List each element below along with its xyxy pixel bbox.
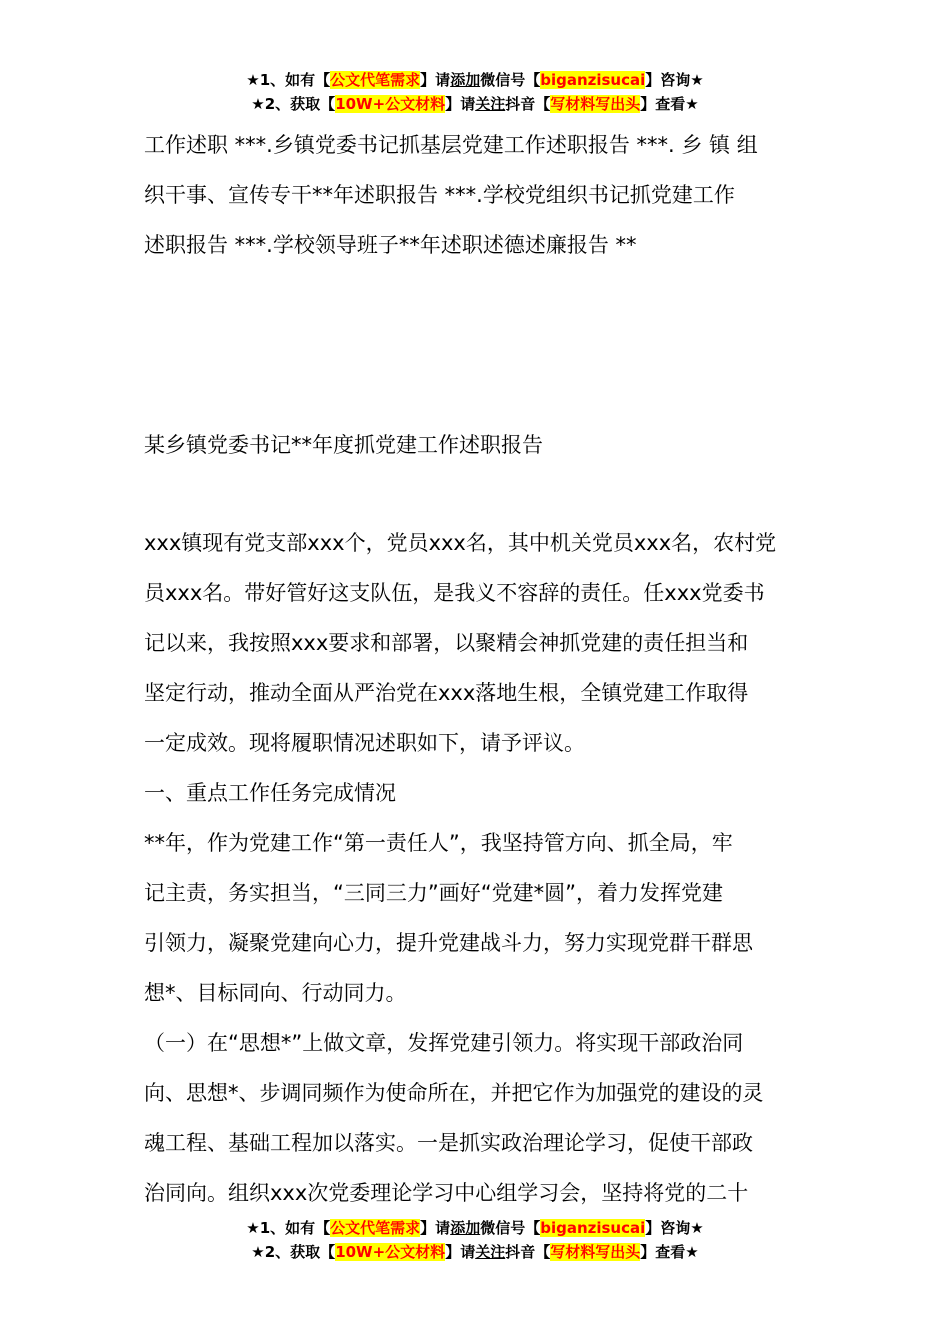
- banner-highlight: 10W+公文材料: [335, 95, 446, 113]
- douyin-id-highlight: 写材料写出头: [550, 1243, 641, 1261]
- intro-line: 织干事、宣传专干**年述职报告 ***.学校党组织书记抓党建工作: [144, 183, 735, 207]
- body-line: 员xxx名。带好管好这支队伍，是我义不容辞的责任。任xxx党委书: [144, 581, 765, 605]
- banner-line-2: [0, 92, 950, 116]
- body-line: 坚定行动，推动全面从严治党在xxx落地生根，全镇党建工作取得: [144, 681, 749, 705]
- banner-highlight: 10W+公文材料: [335, 1243, 446, 1261]
- banner-text: 抖音【: [505, 1243, 551, 1261]
- banner-text: 】查看★: [640, 1243, 699, 1261]
- banner-line-1: [0, 1216, 950, 1240]
- banner-text: 】请: [420, 71, 451, 89]
- body-line: 向、思想*、步调同频作为使命所在，并把它作为加强党的建设的灵: [144, 1081, 764, 1105]
- douyin-id-highlight: 写材料写出头: [550, 95, 641, 113]
- banner-highlight: 公文代笔需求: [330, 1219, 421, 1237]
- banner-underline: 添加: [450, 71, 481, 89]
- banner-underline: 关注: [475, 95, 506, 113]
- wechat-id-highlight: biganzisucai: [540, 71, 646, 89]
- intro-line: 工作述职 ***.乡镇党委书记抓基层党建工作述职报告 ***. 乡 镇 组: [144, 133, 758, 157]
- banner-text: ★2、获取【: [251, 1243, 336, 1261]
- document-title: 某乡镇党委书记**年度抓党建工作述职报告: [144, 433, 543, 457]
- banner-line-1: [0, 68, 950, 92]
- intro-line: 述职报告 ***.学校领导班子**年述职述德述廉报告 **: [144, 233, 637, 257]
- subsection-line: （一）在“思想*”上做文章，发挥党建引领力。将实现干部政治同: [144, 1031, 744, 1055]
- intro-block: [144, 120, 808, 270]
- banner-text: 微信号【: [480, 71, 541, 89]
- body-line: 记以来，我按照xxx要求和部署，以聚精会神抓党建的责任担当和: [144, 631, 749, 655]
- banner-line-2: [0, 1240, 950, 1264]
- banner-underline: 添加: [450, 1219, 481, 1237]
- body-line: 想*、目标同向、行动同力。: [144, 981, 407, 1005]
- body-line: 记主责，务实担当，“三同三力”画好“党建*圆”，着力发挥党建: [144, 881, 724, 905]
- body-line: **年，作为党建工作“第一责任人”，我坚持管方向、抓全局，牢: [144, 831, 733, 855]
- section-heading: 一、重点工作任务完成情况: [144, 781, 396, 805]
- banner-text: 】请: [445, 1243, 476, 1261]
- banner-text: 】查看★: [640, 95, 699, 113]
- banner-text: ★1、如有【: [246, 71, 331, 89]
- body-line: xxx镇现有党支部xxx个，党员xxx名，其中机关党员xxx名，农村党: [144, 531, 777, 555]
- banner-text: 】咨询★: [645, 1219, 704, 1237]
- wechat-id-highlight: biganzisucai: [540, 1219, 646, 1237]
- banner-text: ★2、获取【: [251, 95, 336, 113]
- top-banner: [0, 68, 950, 116]
- banner-text: ★1、如有【: [246, 1219, 331, 1237]
- banner-text: 微信号【: [480, 1219, 541, 1237]
- banner-highlight: 公文代笔需求: [330, 71, 421, 89]
- body-block: [144, 518, 808, 1218]
- banner-text: 】咨询★: [645, 71, 704, 89]
- body-line: 一定成效。现将履职情况述职如下，请予评议。: [144, 731, 585, 755]
- banner-text: 】请: [420, 1219, 451, 1237]
- banner-text: 抖音【: [505, 95, 551, 113]
- banner-text: 】请: [445, 95, 476, 113]
- bottom-banner: [0, 1216, 950, 1264]
- body-line: 引领力，凝聚党建向心力，提升党建战斗力，努力实现党群干群思: [144, 931, 753, 955]
- body-line: 治同向。组织xxx次党委理论学习中心组学习会，坚持将党的二十: [144, 1181, 749, 1205]
- body-line: 魂工程、基础工程加以落实。一是抓实政治理论学习，促使干部政: [144, 1131, 753, 1155]
- banner-underline: 关注: [475, 1243, 506, 1261]
